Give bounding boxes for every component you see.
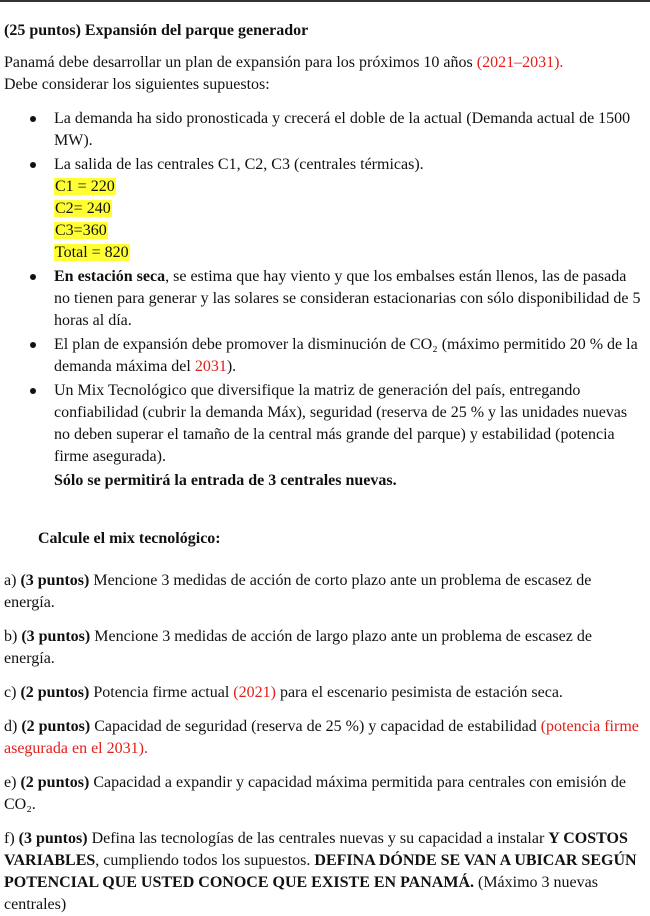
list-item [54,108,646,152]
question-text: Potencia firme actual [89,684,234,701]
calc-title: Calcule el mix tecnológico: [38,530,221,547]
total-value: Total = 820 [55,244,129,261]
co2-year: 2031 [194,358,227,375]
assumptions-list [4,108,646,468]
bullet-plants: La salida de las centrales C1, C2, C3 (centrales térmicas). [54,156,424,173]
question-label: e) [4,774,21,791]
question-bold-2: DEFINA DÓNDE SE VAN A UBICAR SEGÚN POTENCIAL QUE USTED CONOCE QUE EXISTE EN PANAMÁ. [4,852,637,891]
document-body [4,20,646,916]
points: (3 puntos) [21,628,91,645]
question-text: Defina las tecnologías de las centrales nuevas y su capacidad a instalar [87,830,549,847]
heading-text: (25 puntos) Expansión del parque generador [4,22,309,39]
total-line [54,242,646,264]
c3-value: C3=360 [55,222,107,239]
top-rule [0,0,650,2]
question-text: Mencione 3 medidas de acción de corto plazo ante un problema de escasez de energía. [4,572,592,611]
question-c [4,682,646,704]
co2-text: El plan de expansión debe promover la disminución de CO₂ (máximo permitido 20 % de la demanda máxima del [54,336,638,375]
dry-season-label: En estación seca [54,268,166,285]
question-f [4,828,646,916]
question-text-end: para el escenario pesimista de estación seca. [275,684,563,701]
question-label: a) [4,572,21,589]
question-label: b) [4,628,22,645]
section-heading [4,20,646,42]
bullet-demand: La demanda ha sido pronosticada y crecerá el doble de la actual (Demanda actual de 1500 MW). [54,110,631,149]
question-text-2: , cumpliendo todos los supuestos. [95,852,315,869]
c3-line [54,220,646,242]
points: (2 puntos) [21,718,91,735]
points: (3 puntos) [18,830,88,847]
question-label: c) [4,684,21,701]
question-year: (2021) [233,684,276,701]
question-text-3: (Máximo 3 nuevas centrales) [4,874,598,913]
new-plants-note: Sólo se permitirá la entrada de 3 centrales nuevas. [54,472,397,489]
question-bold-1: Y COSTOS VARIABLES [4,830,628,869]
points: (2 puntos) [20,684,90,701]
question-text: Capacidad a expandir y capacidad máxima permitida para centrales con emisión de CO₂. [4,774,626,813]
c2-line [54,198,646,220]
c1-line [54,176,646,198]
question-red-text: (potencia firme asegurada en el 2031). [4,718,639,757]
question-text: Capacidad de seguridad (reserva de 25 %) y capacidad de estabilidad [90,718,541,735]
points: (3 puntos) [20,572,90,589]
question-label: d) [4,718,22,735]
intro-line2: Debe considerar los siguientes supuestos: [4,76,270,93]
co2-end: ). [226,358,237,375]
question-a [4,570,646,614]
c2-value: C2= 240 [55,200,111,217]
dry-season-text: , se estima que hay viento y que los embalses están llenos, las de pasada no tienen para generar y las solares se consideran estacionarias con sólo disponibilidad de 5 horas al día. [54,268,641,329]
list-item [54,380,646,468]
question-text: Mencione 3 medidas de acción de largo plazo ante un problema de escasez de energía. [4,628,592,667]
list-item [54,334,646,378]
list-item [54,154,646,264]
points: (2 puntos) [20,774,90,791]
question-label: f) [4,830,19,847]
question-d [4,716,646,760]
mix-text: Un Mix Tecnológico que diversifique la matriz de generación del país, entregando confiabilidad (cubrir la demanda Máx), seguridad (reserva de 25 % y las unidades nuevas no deben superar el tamaño de la central más grande del parque) y estabilidad (potencia firme asegurada). [54,382,628,465]
question-b [4,626,646,670]
c1-value: C1 = 220 [55,178,115,195]
intro-years: (2021–2031). [476,54,564,71]
question-e [4,772,646,816]
list-item [54,266,646,332]
intro-text: Panamá debe desarrollar un plan de expansión para los próximos 10 años [4,54,477,71]
intro-paragraph [4,52,646,96]
